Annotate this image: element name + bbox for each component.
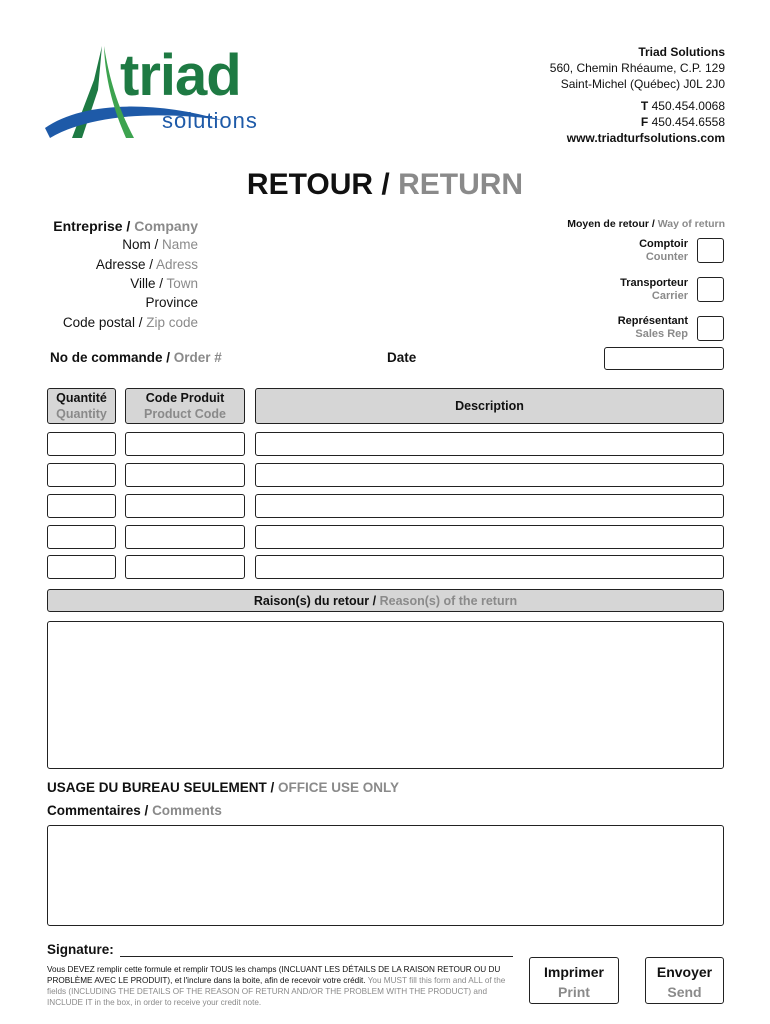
order-number-label: No de commande / Order #	[50, 350, 222, 365]
company-address	[550, 44, 725, 146]
reason-header: Raison(s) du retour / Reason(s) of the return	[47, 589, 724, 612]
description-field[interactable]	[255, 555, 724, 579]
company-label: Entreprise / Company	[53, 218, 198, 234]
page-title: RETOUR / RETURN	[246, 168, 524, 201]
product-code-field[interactable]	[125, 494, 245, 518]
province-label: Province	[145, 295, 198, 310]
quantity-field[interactable]	[47, 555, 116, 579]
zip-label: Code postal / Zip code	[62, 315, 198, 330]
quantity-field[interactable]	[47, 494, 116, 518]
reason-field[interactable]	[47, 621, 724, 769]
quantity-field[interactable]	[47, 463, 116, 487]
product-code-field[interactable]	[125, 555, 245, 579]
product-code-field[interactable]	[125, 463, 245, 487]
product-code-field[interactable]	[125, 525, 245, 549]
company-logo	[42, 40, 282, 145]
logo-word: triad	[120, 43, 241, 108]
return-way-heading: Moyen de retour / Way of return	[567, 218, 725, 230]
date-field[interactable]	[604, 347, 724, 370]
company-address-line2: Saint-Michel (Québec) J0L 2J0	[560, 77, 725, 91]
return-way-salesrep-label: Représentant Sales Rep	[617, 315, 688, 340]
quantity-field[interactable]	[47, 432, 116, 456]
quantity-field[interactable]	[47, 525, 116, 549]
signature-label: Signature:	[47, 942, 114, 957]
send-button[interactable]: Envoyer Send	[645, 957, 724, 1004]
sales-rep-checkbox[interactable]	[697, 316, 724, 341]
description-field[interactable]	[255, 432, 724, 456]
quantity-header: Quantité Quantity	[47, 388, 116, 424]
date-label: Date	[387, 350, 417, 365]
office-use-heading: USAGE DU BUREAU SEULEMENT / OFFICE USE ONLY	[47, 780, 400, 795]
product-code-header: Code Produit Product Code	[125, 388, 245, 424]
signature-line[interactable]	[120, 954, 513, 957]
comments-field[interactable]	[47, 825, 724, 926]
logo-sub: solutions	[162, 108, 258, 133]
town-label: Ville / Town	[130, 276, 198, 291]
print-button[interactable]: Imprimer Print	[529, 957, 619, 1004]
description-field[interactable]	[255, 494, 724, 518]
carrier-checkbox[interactable]	[697, 277, 724, 302]
comments-label: Commentaires / Comments	[47, 803, 222, 818]
company-website: www.triadturfsolutions.com	[566, 131, 725, 145]
description-field[interactable]	[255, 525, 724, 549]
return-way-carrier-label: Transporteur Carrier	[620, 277, 688, 302]
company-phone: T 450.454.0068	[640, 99, 725, 113]
product-code-field[interactable]	[125, 432, 245, 456]
description-field[interactable]	[255, 463, 724, 487]
company-name: Triad Solutions	[638, 45, 725, 59]
counter-checkbox[interactable]	[697, 238, 724, 263]
company-address-line1: 560, Chemin Rhéaume, C.P. 129	[549, 61, 725, 75]
address-label: Adresse / Adress	[95, 257, 198, 272]
name-label: Nom / Name	[122, 237, 198, 252]
company-fax: F 450.454.6558	[640, 115, 725, 129]
return-way-counter-label: Comptoir Counter	[639, 238, 688, 263]
description-header: Description	[255, 388, 724, 424]
notice-text: Vous DEVEZ remplir cette formule et remplir TOUS les champs (INCLUANT LES DÉTAILS DE LA RAISON RETOUR OU DU PROBLÈME AVEC LE PRODUIT), et l'inclure dans la boite, afin de recevoir votre crédit. You MUST fill this form and ALL of the fields (INCLUDING THE DETAILS OF THE REASON OF RETURN AND/OR THE PROBLEM WITH THE PRODUCT) and INCLUDE IT in the box, in order to receive your credit note.	[47, 965, 506, 1007]
